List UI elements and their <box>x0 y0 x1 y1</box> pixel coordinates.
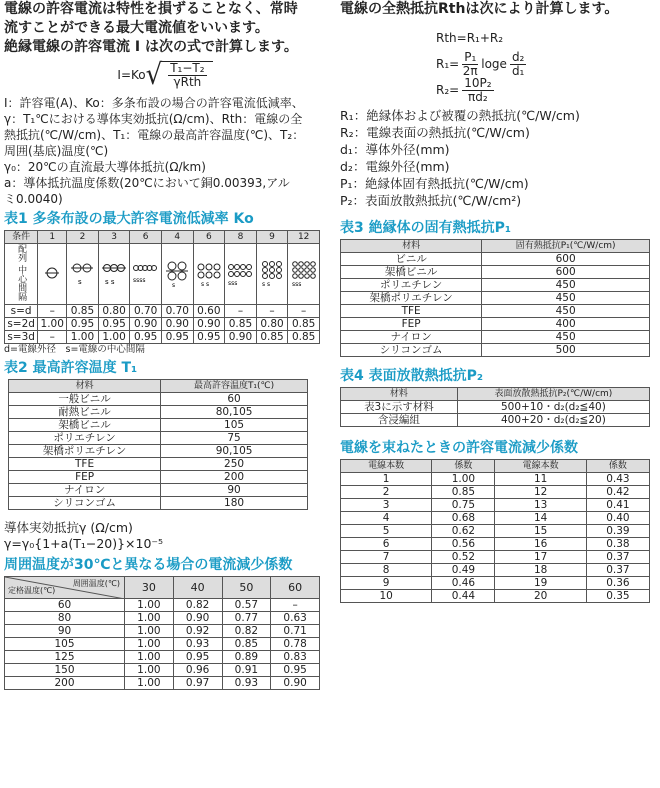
table-row <box>341 486 650 499</box>
table-cell: 0.85 <box>67 305 99 318</box>
table-cell: FEP <box>9 471 161 484</box>
table-cell: 0.85 <box>288 318 320 331</box>
r2-den: πd₂ <box>468 89 488 104</box>
table-row <box>9 497 308 510</box>
table-header-cell: 係数 <box>432 460 495 473</box>
table-row <box>5 599 320 612</box>
table-cell: 200 <box>5 677 125 690</box>
table-cell: FEP <box>341 318 482 331</box>
table-cell: s=d <box>5 305 38 318</box>
rth-formulas <box>340 25 656 103</box>
table-cell: 0.35 <box>586 590 649 603</box>
arrangement-text: 配列 <box>16 244 27 262</box>
table3 <box>340 239 650 357</box>
table1-header-cell: 1 <box>38 231 67 244</box>
left-column <box>4 0 326 690</box>
table-cell: 0.96 <box>173 664 222 677</box>
r1-lhs: R₁= <box>436 57 460 71</box>
table-cell: 20 <box>495 590 586 603</box>
table-cell: 11 <box>495 473 586 486</box>
corner-top: 周囲温度(℃) <box>72 579 120 588</box>
table-cell: 450 <box>482 331 650 344</box>
definition-line: P₁：絶縁体固有熱抵抗(℃/W/cm) <box>340 176 529 191</box>
table-cell: 0.95 <box>98 318 130 331</box>
rth-eq <box>340 25 656 51</box>
table5-header-cell: 40 <box>173 577 222 599</box>
table-cell: 一般ビニル <box>9 393 161 406</box>
table-row <box>9 393 308 406</box>
definition-line: a：導体抵抗温度係数(20℃において銅0.00393,アル <box>4 176 290 190</box>
arrangement-8-icon <box>225 244 257 305</box>
definition-line: 熱抵抗(℃/W/cm)、T₁：電線の最高許容温度(℃)、T₂： <box>4 128 305 142</box>
table6 <box>340 459 650 603</box>
table-row <box>341 564 650 577</box>
definition-line: 周囲(基底)温度(℃) <box>4 144 109 158</box>
definitions <box>4 95 326 207</box>
table-cell: 0.80 <box>256 318 288 331</box>
table-cell: 0.68 <box>432 512 495 525</box>
table-cell: 0.85 <box>222 638 271 651</box>
table-cell: 0.57 <box>222 599 271 612</box>
definition-line: R₁：絶縁体および被覆の熱抵抗(℃/W/cm) <box>340 108 580 123</box>
table5-header-cell: 30 <box>125 577 174 599</box>
table-cell: 1.00 <box>125 612 174 625</box>
table-header-cell: 電線本数 <box>341 460 432 473</box>
table-cell: 1.00 <box>125 638 174 651</box>
table-cell: 0.95 <box>193 331 225 344</box>
table-cell: 0.85 <box>288 331 320 344</box>
table-row <box>341 512 650 525</box>
table-cell: 0.85 <box>432 486 495 499</box>
table-cell: 10 <box>341 590 432 603</box>
table-cell: 0.49 <box>432 564 495 577</box>
table-cell: – <box>271 599 320 612</box>
table-row <box>341 401 650 414</box>
table-cell: 0.62 <box>432 525 495 538</box>
table-cell: ビニル <box>341 253 482 266</box>
r1-den: 2π <box>462 63 478 78</box>
table-header-cell: 電線本数 <box>495 460 586 473</box>
table-row <box>5 664 320 677</box>
table-cell: 19 <box>495 577 586 590</box>
table-cell: 0.46 <box>432 577 495 590</box>
corner-bottom: 定格温度(℃) <box>8 586 56 595</box>
table-cell: 5 <box>341 525 432 538</box>
table-cell: 6 <box>341 538 432 551</box>
table-cell: 450 <box>482 292 650 305</box>
table-cell: 架橋ビニル <box>9 419 161 432</box>
table-header-row <box>341 460 650 473</box>
table-row <box>341 525 650 538</box>
table-header-row <box>341 388 650 401</box>
table-cell: 0.38 <box>586 538 649 551</box>
r1-den2: d₁ <box>511 63 525 78</box>
definition-line: R₂：電線表面の熱抵抗(℃/W/cm) <box>340 125 530 140</box>
table-cell: 0.90 <box>271 677 320 690</box>
r1-log: loge <box>481 57 507 71</box>
table-cell: 0.93 <box>222 677 271 690</box>
table-cell: 0.36 <box>586 577 649 590</box>
table-cell: 0.90 <box>161 318 193 331</box>
table3-title: 表3 絶縁体の固有熱抵抗P₁ <box>340 220 512 236</box>
table-row <box>5 651 320 664</box>
table-header-cell: 固有熱抵抗P₁(℃/W/cm) <box>482 240 650 253</box>
table-cell: 0.41 <box>586 499 649 512</box>
arrangement-12-icon <box>288 244 320 305</box>
table-cell: 1.00 <box>125 677 174 690</box>
table-cell: 0.93 <box>173 638 222 651</box>
table1-header-cell: 8 <box>225 231 257 244</box>
table1-header-cell: 6 <box>193 231 225 244</box>
intro-line: 流すことができる最大電流値をいいます。 <box>4 20 269 36</box>
table-cell: シリコンゴム <box>9 497 161 510</box>
definition-line: P₂：表面放散熱抵抗(℃/W/cm²) <box>340 193 522 208</box>
table-cell: 1.00 <box>38 318 67 331</box>
table-cell: 0.63 <box>271 612 320 625</box>
table-cell: ナイロン <box>9 484 161 497</box>
table5-header-cell: 60 <box>271 577 320 599</box>
table-cell: 250 <box>161 458 308 471</box>
table-row <box>341 538 650 551</box>
table-header-row <box>9 380 308 393</box>
corner-cell <box>5 577 125 599</box>
svg-text:sss: sss <box>291 280 302 288</box>
arrangement-label <box>5 244 38 305</box>
r2-num: 10P₂ <box>464 75 492 90</box>
table-cell: 1 <box>341 473 432 486</box>
table-row <box>341 414 650 427</box>
definition-line: ミ0.0040) <box>4 192 63 206</box>
arrangement-4-icon <box>161 244 193 305</box>
table-cell: 0.90 <box>225 331 257 344</box>
table5-header-cell: 50 <box>222 577 271 599</box>
table-row <box>5 331 320 344</box>
table-header-row <box>341 240 650 253</box>
table-cell: 90 <box>161 484 308 497</box>
table-header-cell: 材料 <box>341 388 458 401</box>
table1 <box>4 230 320 344</box>
table-cell: 架橋ポリエチレン <box>341 292 482 305</box>
table-header-cell: 材料 <box>341 240 482 253</box>
table5 <box>4 576 320 690</box>
intro-line: 電線の許容電流は特性を損ずることなく、常時 <box>4 1 298 17</box>
table-cell: 0.95 <box>67 318 99 331</box>
table-cell: 60 <box>161 393 308 406</box>
table-cell: 600 <box>482 253 650 266</box>
table-cell: 0.52 <box>432 551 495 564</box>
spacing-text: 中心間隔 <box>16 265 27 301</box>
table-row <box>341 292 650 305</box>
table-cell: 3 <box>341 499 432 512</box>
table-cell: 0.95 <box>130 331 162 344</box>
table-cell: – <box>288 305 320 318</box>
table-cell: 80 <box>5 612 125 625</box>
r1-eq <box>340 51 656 77</box>
table-cell: 0.95 <box>161 331 193 344</box>
table-cell: 0.37 <box>586 564 649 577</box>
table-cell: 0.75 <box>432 499 495 512</box>
r2-eq <box>340 77 656 103</box>
r2-lhs: R₂= <box>436 83 460 97</box>
table-cell: 105 <box>161 419 308 432</box>
table-row <box>341 305 650 318</box>
table-cell: 1.00 <box>125 625 174 638</box>
table-row <box>341 318 650 331</box>
formula-den: γRth <box>173 75 202 89</box>
table-cell: 0.89 <box>222 651 271 664</box>
table4-title: 表4 表面放散熱抵抗P₂ <box>340 368 484 384</box>
table-header-cell: 表面放散熱抵抗P₂(℃/W/cm) <box>457 388 649 401</box>
table-cell: 0.90 <box>173 612 222 625</box>
formula-fraction <box>162 61 212 89</box>
table-cell: 60 <box>5 599 125 612</box>
table2 <box>8 379 308 510</box>
table-cell: 0.83 <box>271 651 320 664</box>
table-cell: 400 <box>482 318 650 331</box>
table1-header-cell: 2 <box>67 231 99 244</box>
table-cell: s=2d <box>5 318 38 331</box>
table-cell: 8 <box>341 564 432 577</box>
table-cell: 0.70 <box>161 305 193 318</box>
definition-line: d₁：導体外径(mm) <box>340 142 450 157</box>
table-cell: 14 <box>495 512 586 525</box>
table-row <box>5 677 320 690</box>
table-cell: 0.80 <box>98 305 130 318</box>
table-header-cell: 最高許容温度T₁(℃) <box>161 380 308 393</box>
table-cell: 0.40 <box>586 512 649 525</box>
table-cell: 105 <box>5 638 125 651</box>
table-cell: 90,105 <box>161 445 308 458</box>
table1-header-cell: 12 <box>288 231 320 244</box>
table-cell: 0.91 <box>222 664 271 677</box>
svg-text:s s: s s <box>200 280 210 288</box>
table-cell: 0.78 <box>271 638 320 651</box>
table-cell: – <box>225 305 257 318</box>
table-cell: 16 <box>495 538 586 551</box>
table-cell: 90 <box>5 625 125 638</box>
table1-title: 表1 多条布設の最大許容電流低減率 Ko <box>4 211 254 227</box>
table-cell: 表3に示す材料 <box>341 401 458 414</box>
table1-header-cell: 6 <box>130 231 162 244</box>
table-cell: – <box>38 331 67 344</box>
table-cell: 0.56 <box>432 538 495 551</box>
svg-text:s: s <box>172 281 176 288</box>
table-cell: 0.85 <box>225 318 257 331</box>
svg-text:ssss: ssss <box>132 276 146 284</box>
table-row <box>5 318 320 331</box>
table-cell: 0.42 <box>586 486 649 499</box>
table-cell: 12 <box>495 486 586 499</box>
arrangement-6b-icon <box>193 244 225 305</box>
table-row <box>341 279 650 292</box>
table-cell: 13 <box>495 499 586 512</box>
table-cell: 1.00 <box>432 473 495 486</box>
right-column <box>340 0 656 603</box>
table-cell: 150 <box>5 664 125 677</box>
table-cell: ナイロン <box>341 331 482 344</box>
svg-text:s s: s s <box>262 280 271 288</box>
table-cell: 含浸編組 <box>341 414 458 427</box>
table-cell: 80,105 <box>161 406 308 419</box>
table-cell: 0.44 <box>432 590 495 603</box>
table-row <box>5 305 320 318</box>
table-row <box>341 344 650 357</box>
table-cell: 0.97 <box>173 677 222 690</box>
table1-header-cell: 9 <box>256 231 288 244</box>
table-cell: 600 <box>482 266 650 279</box>
table-cell: 架橋ビニル <box>341 266 482 279</box>
arrangement-2-icon <box>67 244 99 305</box>
table-row <box>9 445 308 458</box>
table-cell: 0.82 <box>222 625 271 638</box>
table-cell: 架橋ポリエチレン <box>9 445 161 458</box>
arrangement-9-icon <box>256 244 288 305</box>
table-cell: 450 <box>482 305 650 318</box>
table-cell: – <box>256 305 288 318</box>
table-row <box>9 419 308 432</box>
table-cell: シリコンゴム <box>341 344 482 357</box>
intro-line: 絶縁電線の許容電流 I は次の式で計算します。 <box>4 39 298 55</box>
table-cell: – <box>38 305 67 318</box>
intro <box>4 0 326 57</box>
table-cell: 17 <box>495 551 586 564</box>
table-row <box>5 612 320 625</box>
table-cell: 0.70 <box>130 305 162 318</box>
rth-eq-text: Rth=R₁+R₂ <box>436 31 504 45</box>
table-row <box>9 458 308 471</box>
table-row <box>9 484 308 497</box>
table-cell: 0.90 <box>130 318 162 331</box>
table-cell: 180 <box>161 497 308 510</box>
table-cell: 0.71 <box>271 625 320 638</box>
table-row <box>341 266 650 279</box>
table-header-cell: 係数 <box>586 460 649 473</box>
table-cell: 75 <box>161 432 308 445</box>
svg-text:s s: s s <box>105 277 115 286</box>
svg-text:sss: sss <box>228 279 238 287</box>
formula-lhs: I=Ko <box>117 68 146 82</box>
resistance-formula <box>4 520 326 552</box>
table-cell: 4 <box>341 512 432 525</box>
table-cell: 0.92 <box>173 625 222 638</box>
table-cell: 1.00 <box>125 599 174 612</box>
table-row <box>5 625 320 638</box>
table-cell: 耐熱ビニル <box>9 406 161 419</box>
table-cell: 15 <box>495 525 586 538</box>
table-cell: 1.00 <box>125 651 174 664</box>
table-cell: 0.39 <box>586 525 649 538</box>
table-row <box>5 638 320 651</box>
table-cell: TFE <box>9 458 161 471</box>
definition-line: γ：T₁℃における導体実効抵抗(Ω/cm)、Rth：電線の全 <box>4 112 303 126</box>
table-cell: 0.85 <box>256 331 288 344</box>
current-formula <box>4 58 326 92</box>
table-cell: 0.43 <box>586 473 649 486</box>
table5-title: 周囲温度が30℃と異なる場合の電流減少係数 <box>4 557 293 573</box>
table-row <box>341 331 650 344</box>
table-cell: 1.00 <box>67 331 99 344</box>
table1-note: d=電線外径 s=電線の中心間隔 <box>4 344 145 355</box>
table-row <box>341 577 650 590</box>
sqrt: √ $\frac{\text{T₁−T₂}}{\text{γRth}}$ <box>146 61 213 89</box>
table-cell: 0.95 <box>173 651 222 664</box>
table-cell: 2 <box>341 486 432 499</box>
resistance-line: 導体実効抵抗γ (Ω/cm) <box>4 520 133 535</box>
table-cell: 18 <box>495 564 586 577</box>
table-cell: 0.37 <box>586 551 649 564</box>
definition-line: γ₀：20℃の直流最大導体抵抗(Ω/km) <box>4 160 206 174</box>
rth-title: 電線の全熱抵抗Rthは次により計算します。 <box>340 1 619 17</box>
table-cell: 0.82 <box>173 599 222 612</box>
table-cell: 1.00 <box>125 664 174 677</box>
table-header-cell: 材料 <box>9 380 161 393</box>
table1-header-cell: 4 <box>161 231 193 244</box>
table1-header-cell: 3 <box>98 231 130 244</box>
table-row <box>341 499 650 512</box>
table-cell: 0.60 <box>193 305 225 318</box>
table-row <box>341 551 650 564</box>
table1-header-cell: 条件 <box>5 231 38 244</box>
formula-num: T₁−T₂ <box>170 61 205 75</box>
table-cell: s=3d <box>5 331 38 344</box>
table2-title: 表2 最高許容温度 T₁ <box>4 360 138 376</box>
table-cell: 450 <box>482 279 650 292</box>
table-cell: 200 <box>161 471 308 484</box>
table-cell: 1.00 <box>98 331 130 344</box>
table-row <box>341 590 650 603</box>
table-cell: 0.95 <box>271 664 320 677</box>
arrangement-6a-icon <box>130 244 162 305</box>
svg-text:s: s <box>78 277 83 286</box>
table-row <box>9 432 308 445</box>
table-cell: 125 <box>5 651 125 664</box>
table-row <box>9 406 308 419</box>
table-cell: 400+20・d₂(d₂≦20) <box>457 414 649 427</box>
table-cell: ポリエチレン <box>341 279 482 292</box>
table-row <box>341 473 650 486</box>
table-row <box>341 253 650 266</box>
resistance-line: γ=γ₀{1+a(T₁−20)}×10⁻⁵ <box>4 536 164 551</box>
arrangement-1-icon <box>38 244 67 305</box>
rth-definitions <box>340 107 656 209</box>
table-cell: 7 <box>341 551 432 564</box>
table-cell: 0.77 <box>222 612 271 625</box>
table-cell: 500+10・d₂(d₂≦40) <box>457 401 649 414</box>
r1-num: P₁ <box>464 49 477 64</box>
table6-title: 電線を束ねたときの許容電流減少係数 <box>340 440 578 456</box>
r1-num2: d₂ <box>511 49 525 64</box>
table-cell: 9 <box>341 577 432 590</box>
table-cell: 500 <box>482 344 650 357</box>
table4 <box>340 387 650 427</box>
table-row <box>9 471 308 484</box>
definition-line: d₂：電線外径(mm) <box>340 159 450 174</box>
table-cell: 0.90 <box>193 318 225 331</box>
table-cell: TFE <box>341 305 482 318</box>
table-cell: ポリエチレン <box>9 432 161 445</box>
definition-line: I：許容電(A)、Ko：多条布設の場合の許容電流低減率、 <box>4 96 304 110</box>
arrangement-3-icon <box>98 244 130 305</box>
